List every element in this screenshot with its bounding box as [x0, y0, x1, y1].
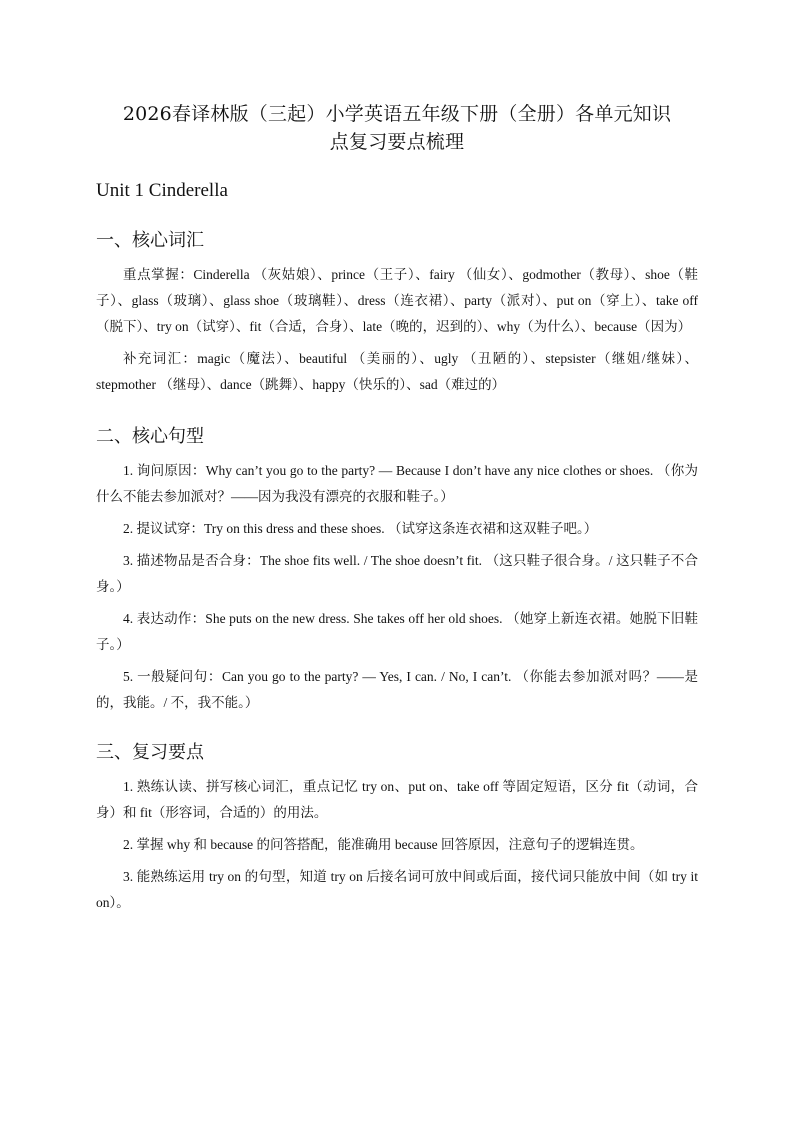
paragraph-review-1: 1. 熟练认读、拼写核心词汇，重点记忆 try on、put on、take off 等固定短语，区分 fit（动词，合身）和 fit（形容词，合适的）的用法。	[96, 779, 698, 820]
paragraph-sentence-5: 5. 一般疑问句：Can you go to the party? — Yes, I can. / No, I can’t. （你能去参加派对吗？——是的，我能。/ 不，我不能。）	[96, 669, 698, 710]
paragraph-key-vocabulary: 重点掌握：Cinderella （灰姑娘）、prince（王子）、fairy （仙女）、godmother（教母）、shoe（鞋子）、glass（玻璃）、glass shoe（玻璃鞋）、dress（连衣裙）、party（派对）、put on（穿上）、take off（脱下）、try on（试穿）、fit（合适，合身）、late（晚的，迟到的）、why（为什么）、because（因为）	[96, 267, 698, 334]
paragraph-extra-vocabulary: 补充词汇：magic（魔法）、beautiful （美丽的）、ugly （丑陋的）、stepsister（继姐/继妹）、stepmother （继母）、dance（跳舞）、happy（快乐的）、sad（难过的）	[96, 351, 698, 392]
paragraph-sentence-1: 1. 询问原因：Why can’t you go to the party? — Because I don’t have any nice clothes or shoes. （你为什么不能去参加派对？——因为我没有漂亮的衣服和鞋子。）	[96, 463, 698, 504]
section-heading-review-points: 三、复习要点	[96, 742, 204, 763]
section-heading-core-sentences: 二、核心句型	[96, 426, 204, 447]
document-title-line-2: 点复习要点梳理	[329, 131, 465, 153]
section-heading-core-vocabulary: 一、核心词汇	[96, 230, 204, 251]
document-page	[96, 100, 698, 916]
paragraph-review-2: 2. 掌握 why 和 because 的问答搭配，能准确用 because 回答原因，注意句子的逻辑连贯。	[123, 837, 644, 852]
paragraph-sentence-3: 3. 描述物品是否合身：The shoe fits well. / The shoe doesn’t fit. （这只鞋子很合身。/ 这只鞋子不合身。）	[96, 553, 698, 594]
document-title	[96, 100, 698, 156]
document-title-line-1: 2026春译林版（三起）小学英语五年级下册（全册）各单元知识	[122, 103, 672, 125]
unit-title: Unit 1 Cinderella	[96, 180, 228, 201]
paragraph-review-3: 3. 能熟练运用 try on 的句型，知道 try on 后接名词可放中间或后面，接代词只能放中间（如 try it on）。	[96, 869, 698, 910]
paragraph-sentence-2: 2. 提议试穿：Try on this dress and these shoes. （试穿这条连衣裙和这双鞋子吧。）	[123, 521, 598, 536]
paragraph-sentence-4: 4. 表达动作：She puts on the new dress. She takes off her old shoes. （她穿上新连衣裙。她脱下旧鞋子。）	[96, 611, 698, 652]
